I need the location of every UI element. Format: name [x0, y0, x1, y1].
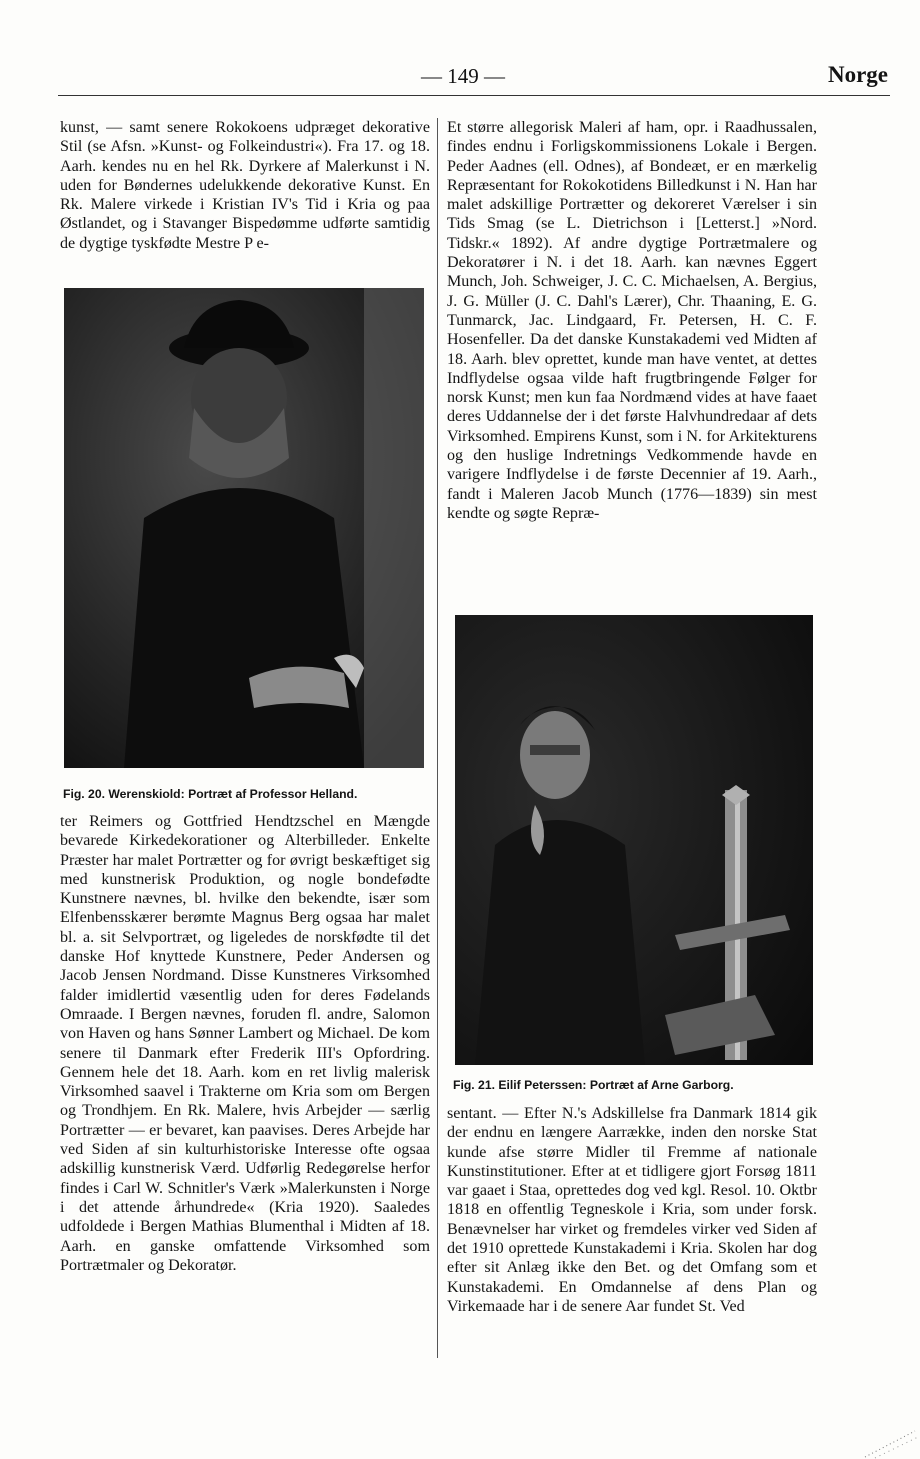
scan-edge-noise [860, 1429, 920, 1459]
figure-20-photo [64, 288, 424, 768]
page-number: — 149 — [421, 64, 505, 88]
running-title: Norge [827, 62, 888, 87]
left-column-continued [60, 812, 430, 1275]
portrait-garborg-image [455, 615, 813, 1065]
figure-21-caption: Fig. 21. Eilif Peterssen: Portræt af Arne Garborg. [453, 1078, 734, 1092]
figure-20-caption: Fig. 20. Werenskiold: Portræt af Professor Helland. [63, 787, 358, 801]
page-header [58, 62, 888, 98]
right-paragraph-2: sentant. — Efter N.'s Adskillelse fra Danmark 1814 gik der endnu en længere Aarrække, inden den norske Stat kunde afse større Midler til Fremme af nationale Kunstinstitutioner. Efter at et tidligere gjort Forsøg 1811 var gaaet i Staa, oprettedes dog ved kgl. Resol. 10. Oktbr 1818 en offentlig Tegneskole i Kria, som under forsk. Benævnelser har virket og fremdeles virker ved Siden af det 1910 oprettede Kunstakademi i Kria. Skolen har dog efter sit Anlæg ikke den Bet. og det Omfang som et Kunstakademi. En Omdannelse af dens Plan og Virkemaade har i de senere Aar fundet St. Ved [447, 1105, 817, 1315]
column-divider [437, 118, 438, 1358]
figure-21-photo [455, 615, 813, 1065]
left-paragraph-2: ter Reimers og Gottfried Hendtzschel en Mængde bevarede Kirkedekorationer og Alterbilleder. Enkelte Præster har malet Portrætter og for øvrigt beskæftiget sig med kunstnerisk Produktion, og nogle bondefødte Kunstnere nævnes, bl. hvilke den bekendte, især som Elfenbensskærer berømte Magnus Berg ogsaa har malet bl. a. sit Selvportræt, og ligeledes de norskfødte til det danske Hof knyttede Kunstnere, Peder Andersen og Jacob Jensen Nordmand. Disse Kunstneres Virksomhed falder imidlertid væsentlig uden for deres Fødelands Omraade. I Bergen nævnes, foruden fl. andre, Salomon von Haven og hans Sønner Lambert og Michael. De kom senere til Danmark efter Frederik III's Opfordring. Gennem hele det 18. Aarh. kom en ret livlig malerisk Virksomhed saavel i Trakterne om Kria som om Bergen og Trondhjem. En Rk. Malere, hvis Arbejder — særlig Portrætter — er bevaret, kan paavises. Deres Arbejde har ved Siden af sin kulturhistoriske Interesse ofte ogsaa adskillig kunstnerisk Værd. Udførlig Redegørelse herfor findes i Carl W. Schnitler's Værk »Malerkunsten i Norge i det attende århundrede« (Kria 1920). Saaledes udfoldede i Bergen Mathias Blumenthal i Midten af 18. Aarh. en ganske omfattende Virksomhed som Portrætmaler og Dekoratør. [60, 813, 430, 1274]
right-column-continued [447, 1104, 817, 1316]
header-rule [58, 95, 890, 96]
left-column [60, 118, 430, 253]
portrait-helland-image [64, 288, 424, 768]
left-paragraph-1: kunst, — samt senere Rokokoens udpræget dekorative Stil (se Afsn. »Kunst- og Folkeindustri«). Fra 17. og 18. Aarh. kendes nu en hel Rk. Dyrkere af Malerkunst i N. uden for Bøndernes udelukkende dekorative Kunst. En Rk. Malere virkede i Kristian IV's Tid i Kria og paa Østlandet, og i Stavanger Bispedømme udførte samtidig de dygtige tyskfødte Mestre P e- [60, 119, 430, 252]
right-column [447, 118, 817, 523]
right-paragraph-1: Et større allegorisk Maleri af ham, opr. i Raadhussalen, findes endnu i Forligskommissionens Lokale i Bergen. Peder Aadnes (ell. Odnes), af Bondeæt, er en mærkelig Repræsentant for Rokokotidens Billedkunst i N. Han har malet adskillige Portrætter og dekoreret Værelser i sin Tids Smag (se L. Dietrichson i [Letterst.] »Nord. Tidskr.« 1892). Af andre dygtige Portrætmalere og Dekoratører i N. i det 18. Aarh. kan nævnes Eggert Munch, Joh. Schweiger, J. C. C. Michaelsen, A. Bergius, J. G. Müller (J. C. Dahl's Lærer), Chr. Thaaning, E. G. Tunmarck, Jac. Lindgaard, Fr. Petersen, H. C. F. Hosenfeller. Da det danske Kunstakademi ved Midten af 18. Aarh. blev oprettet, kunde man have ventet, at dettes Indflydelse ogsaa vilde haft frugtbringende Følger for norsk Kunst; men kun faa Nordmænd vides at have faaet deres Uddannelse der i det første Halvhundredaar af dets Virksomhed. Empirens Kunst, som i N. for Arkitekturens og den huslige Indretnings Vedkommende havde en varigere Indflydelse i de første Decennier af 19. Aarh., fandt i Maleren Jacob Munch (1776—1839) sin mest kendte og søgte Repræ- [447, 119, 817, 522]
